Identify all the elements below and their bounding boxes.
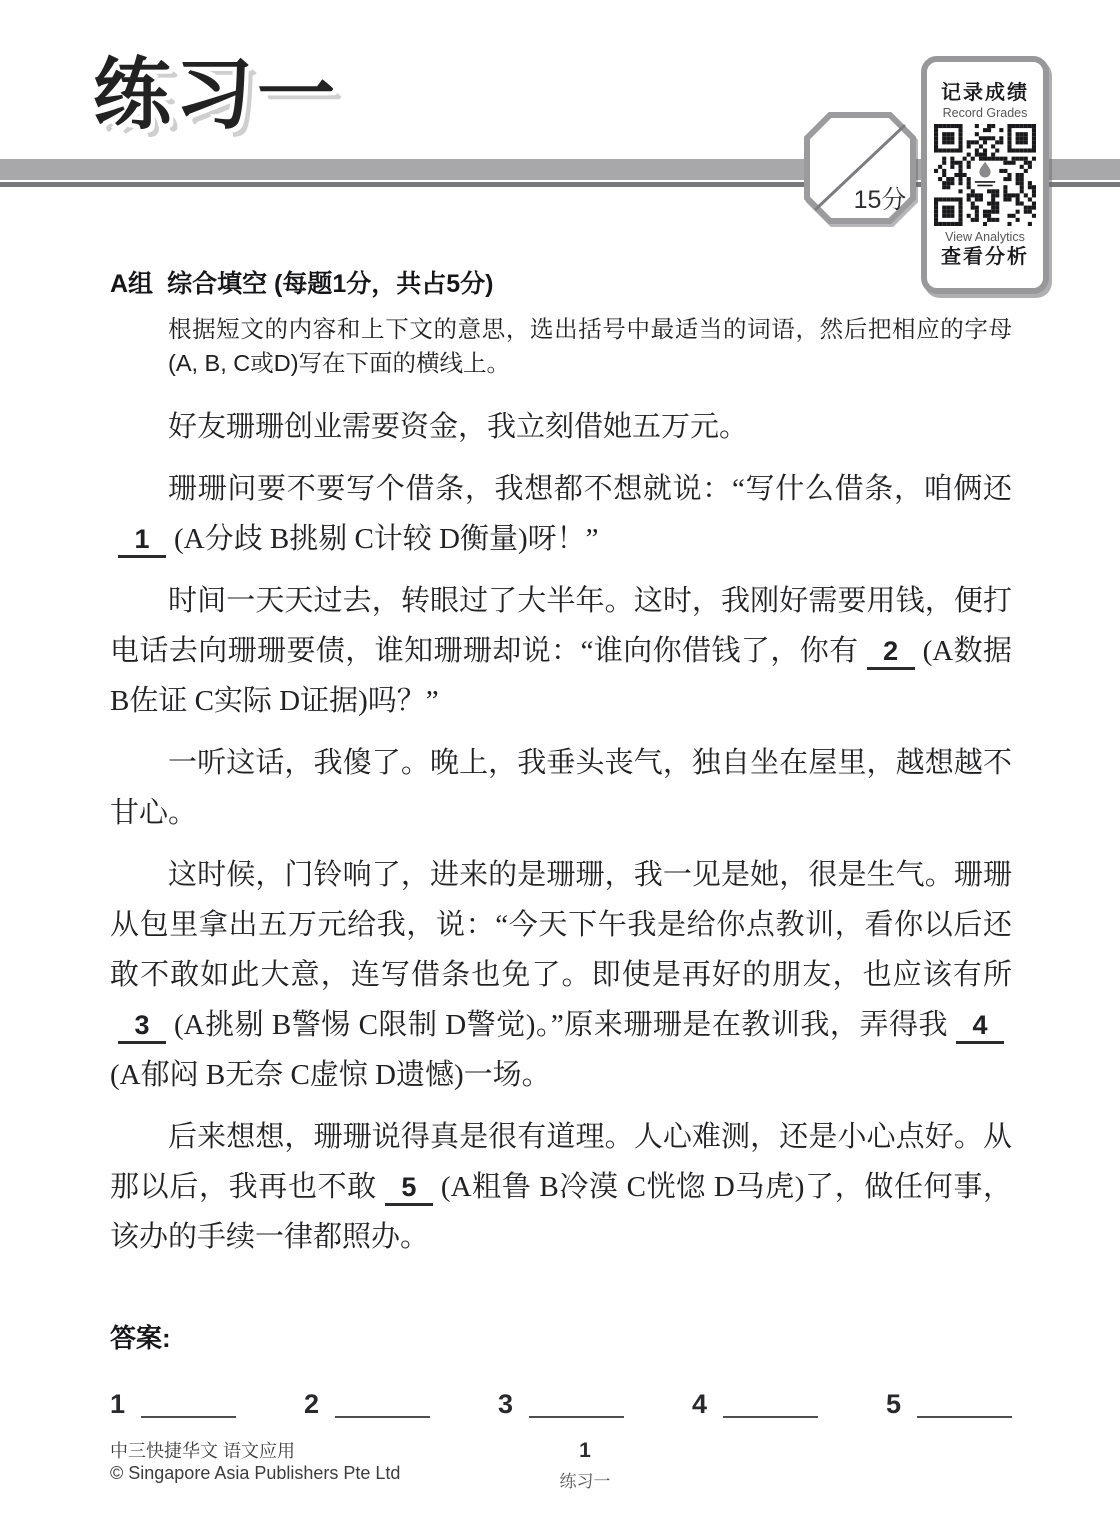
answer-number: 1: [110, 1389, 126, 1419]
section-a-instructions: 根据短文的内容和上下文的意思，选出括号中最适当的词语，然后把相应的字母(A, B, C或D)写在下面的横线上。: [168, 316, 1012, 376]
paragraph-5: [110, 850, 1012, 1100]
answer-number: 3: [497, 1389, 513, 1419]
paragraph-1: [110, 402, 1012, 452]
paragraph-1-text: 好友珊珊创业需要资金，我立刻借她五万元。: [168, 411, 749, 443]
footer-page-block: [520, 1438, 650, 1492]
footer-page-label: 练习一: [559, 1472, 611, 1492]
answer-blank-line-3[interactable]: [529, 1392, 624, 1418]
answer-number: 5: [885, 1389, 901, 1419]
paragraph-3-text: 时间一天天过去，转眼过了大半年。这时，我刚好需要用钱，便打电话去向珊珊要债，谁知珊珊却说：“谁向你借钱了，你有: [110, 585, 1012, 667]
blank-number-2: 2: [867, 636, 915, 670]
answers-section: [110, 1318, 1012, 1418]
paragraph-6-options: (A粗鲁 B冷漠 C恍惚 D马虎)了，做任何事，该办的手续一律都照办。: [110, 1171, 1012, 1253]
paragraph-2: [110, 464, 1012, 564]
exercise-title: 练习一: [93, 49, 340, 140]
paragraph-4-text: 一听这话，我傻了。晚上，我垂头丧气，独自坐在屋里，越想越不甘心。: [110, 747, 1012, 829]
paragraph-5-options-a: (A挑剔 B警惕 C限制 D警觉)。”原来珊珊是在教训我，弄得我: [174, 1009, 948, 1041]
passage: [110, 402, 1012, 1274]
qr-panel: [921, 56, 1049, 294]
score-box: [803, 111, 917, 225]
paragraph-3-options: (A数据 B佐证 C实际 D证据)吗？”: [110, 635, 1013, 717]
footer-imprint: [110, 1440, 400, 1484]
paragraph-3: [110, 576, 1012, 726]
record-grades-label-en: Record Grades: [942, 105, 1028, 120]
answer-blank-line-5[interactable]: [917, 1392, 1012, 1418]
section-a-heading-text: 综合填空 (每题1分，共占5分): [167, 270, 494, 298]
footer-series-title: 中三快捷华文 语文应用: [110, 1441, 295, 1461]
paragraph-2-options: (A分歧 B挑剔 C计较 D衡量)呀！”: [174, 523, 599, 555]
score-points-label: 15分: [853, 186, 907, 214]
section-a-group-label: A组: [110, 270, 154, 298]
paragraph-5-text: 这时候，门铃响了，进来的是珊珊，我一见是她，很是生气。珊珊从包里拿出五万元给我，说：“今天下午我是给你点教训，看你以后还敢不敢如此大意，连写借条也免了。即使是再好的朋友，也应该有所: [110, 859, 1012, 991]
answer-item: [886, 1391, 1012, 1418]
answer-number: 2: [303, 1389, 320, 1419]
answer-blank-line-2[interactable]: [335, 1392, 430, 1418]
footer-page-number: 1: [579, 1439, 591, 1462]
paragraph-2-text: 珊珊问要不要写个借条，我想都不想就说：“写什么借条，咱俩还: [168, 473, 1012, 505]
footer-copyright: © Singapore Asia Publishers Pte Ltd: [110, 1463, 401, 1483]
paragraph-6: [110, 1112, 1012, 1262]
blank-number-4: 4: [956, 1010, 1004, 1044]
answers-row: [110, 1391, 1012, 1418]
view-analytics-label-en: View Analytics: [945, 230, 1025, 244]
answer-item: [498, 1391, 624, 1418]
paragraph-4: [110, 738, 1012, 838]
answer-item: [110, 1391, 236, 1418]
blank-number-1: 1: [118, 524, 166, 558]
paragraph-5-options-b: (A郁闷 B无奈 C虚惊 D遗憾)一场。: [110, 1059, 551, 1091]
blank-number-5: 5: [385, 1172, 433, 1206]
qr-code-icon: [934, 124, 1036, 226]
answer-number: 4: [691, 1389, 707, 1419]
section-a-heading: [110, 264, 1012, 300]
answer-blank-line-4[interactable]: [723, 1392, 818, 1418]
blank-number-3: 3: [118, 1010, 166, 1044]
record-grades-label-zh: 记录成绩: [941, 81, 1029, 104]
paragraph-6-text: 后来想想，珊珊说得真是很有道理。人心难测，还是小心点好。从那以后，我再也不敢: [110, 1121, 1012, 1203]
answer-item: [304, 1391, 430, 1418]
answer-blank-line-1[interactable]: [141, 1392, 236, 1418]
answer-item: [692, 1391, 818, 1418]
answers-label: 答案:: [110, 1323, 171, 1353]
section-a: [110, 264, 1012, 380]
view-analytics-label-zh: 查看分析: [941, 246, 1029, 269]
